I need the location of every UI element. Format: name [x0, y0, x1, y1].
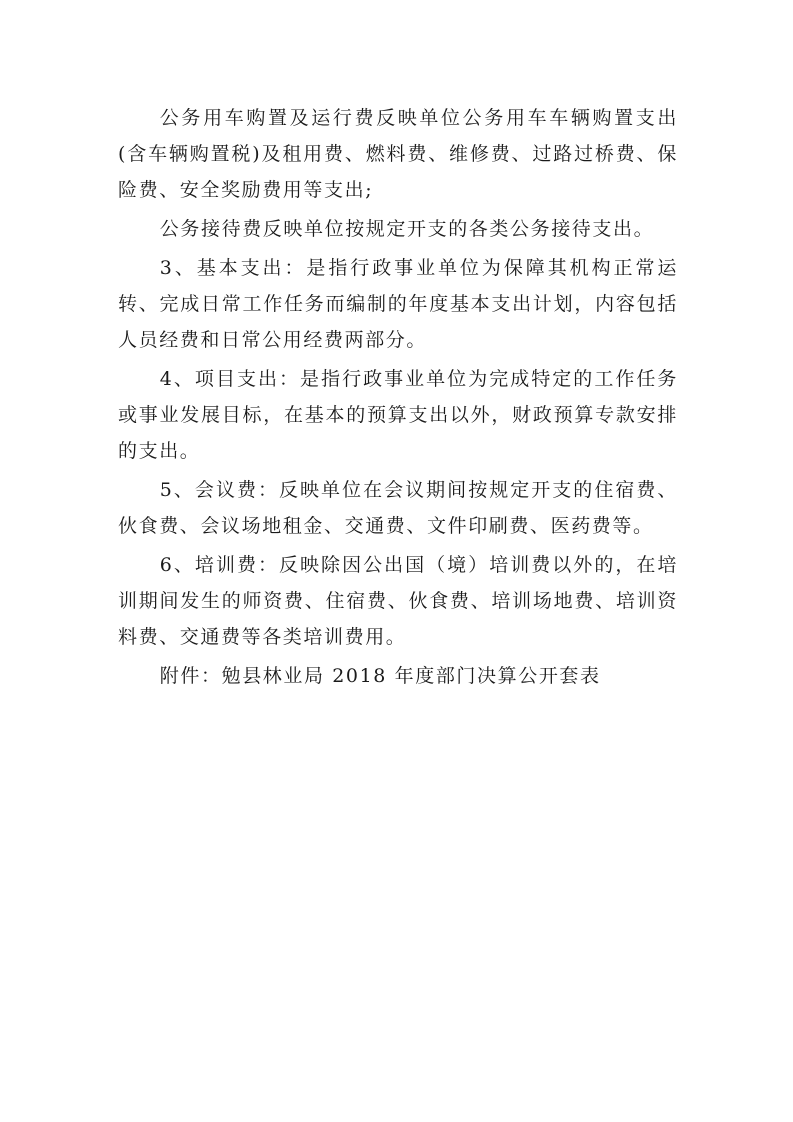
- paragraph-basic-expenditure: [118, 250, 678, 358]
- paragraph-text: 公务用车购置及运行费反映单位公务用车车辆购置支出(含车辆购置税)及租用费、燃料费、维修费、过路过桥费、保险费、安全奖励费用等支出;: [118, 107, 678, 201]
- paragraph-text: 公务接待费反映单位按规定开支的各类公务接待支出。: [159, 218, 655, 240]
- paragraph-project-expenditure: [118, 361, 678, 469]
- paragraph-reception-costs: [118, 211, 678, 247]
- paragraph-text: 6、培训费：反映除因公出国（境）培训费以外的，在培训期间发生的师资费、住宿费、伙食费、培训场地费、培训资料费、交通费等各类培训费用。: [118, 554, 678, 648]
- paragraph-text: 3、基本支出：是指行政事业单位为保障其机构正常运转、完成日常工作任务而编制的年度基本支出计划，内容包括人员经费和日常公用经费两部分。: [118, 257, 678, 351]
- paragraph-text: 5、会议费：反映单位在会议期间按规定开支的住宿费、伙食费、会议场地租金、交通费、文件印刷费、医药费等。: [118, 479, 678, 537]
- attachment-text: 附件：勉县林业局 2018 年度部门决算公开套表: [159, 665, 601, 687]
- paragraph-text: 4、项目支出：是指行政事业单位为完成特定的工作任务或事业发展目标，在基本的预算支出以外，财政预算专款安排的支出。: [118, 368, 678, 462]
- paragraph-meeting-costs: [118, 472, 678, 544]
- paragraph-vehicle-costs: [118, 100, 678, 208]
- document-body: [118, 100, 678, 694]
- paragraph-attachment: [118, 658, 678, 694]
- paragraph-training-costs: [118, 547, 678, 655]
